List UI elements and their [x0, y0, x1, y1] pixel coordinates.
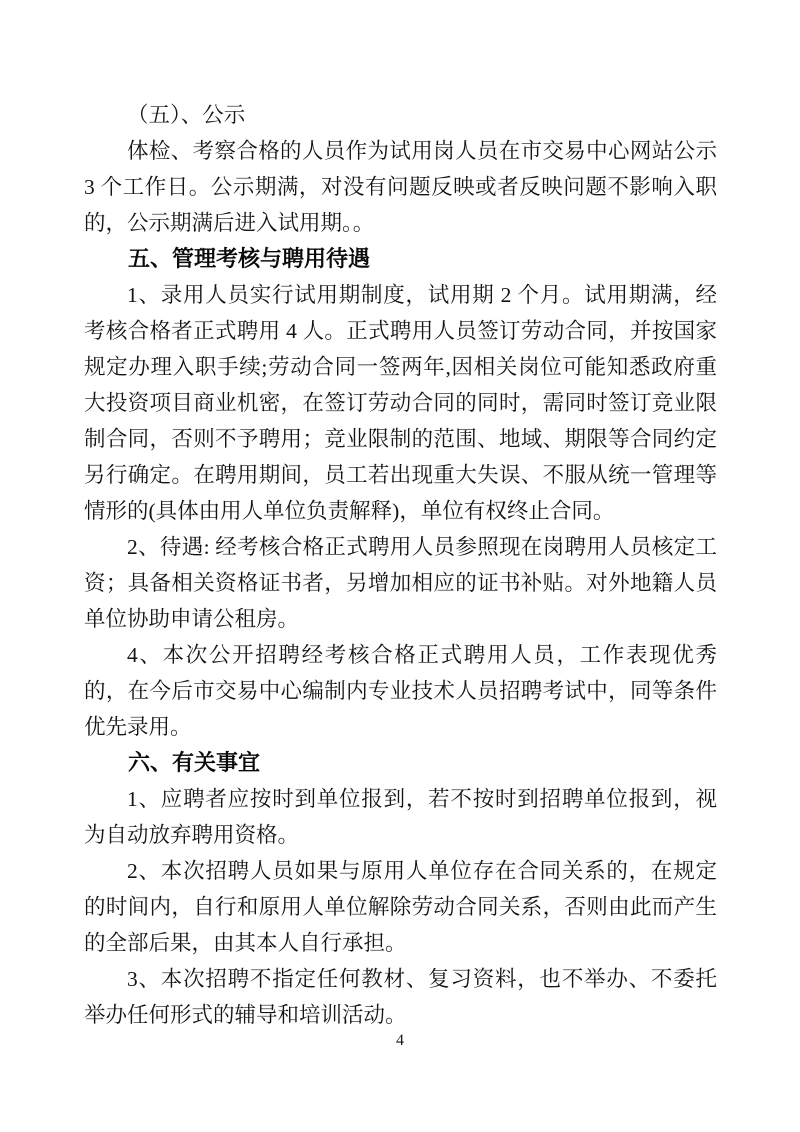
body-paragraph: 4、本次公开招聘经考核合格正式聘用人员，工作表现优秀的，在今后市交易中心编制内专业技术人员招聘考试中，同等条件优先录用。	[84, 643, 717, 739]
section-heading: 五、管理考核与聘用待遇	[128, 246, 371, 271]
body-paragraph: 1、录用人员实行试用期制度，试用期 2 个月。试用期满，经考核合格者正式聘用 4 人。正式聘用人员签订劳动合同，并按国家规定办理入职手续;劳动合同一签两年,因相关岗位可能知悉政府重大投资项目商业机密，在签订劳动合同的同时，需同时签订竞业限制合同，否则不予聘用；竞业限制的范围、地域、期限等合同约定另行确定。在聘用期间，员工若出现重大失误、不服从统一管理等情形的(具体由用人单位负责解释)，单位有权终止合同。	[84, 283, 717, 523]
body-paragraph: 2、本次招聘人员如果与原用人单位存在合同关系的，在规定的时间内，自行和原用人单位解除劳动合同关系，否则由此而产生的全部后果，由其本人自行承担。	[84, 859, 717, 955]
body-paragraph: （五）、公示	[127, 103, 246, 127]
body-paragraph: 2、待遇: 经考核合格正式聘用人员参照现在岗聘用人员核定工资；具备相关资格证书者，另增加相应的证书补贴。对外地籍人员单位协助申请公租房。	[84, 535, 717, 631]
section-heading: 六、有关事宜	[128, 750, 261, 775]
body-paragraph: 3、本次招聘不指定任何教材、复习资料，也不举办、不委托举办任何形式的辅导和培训活动。	[84, 967, 717, 1027]
body-paragraph: 体检、考察合格的人员作为试用岗人员在市交易中心网站公示 3 个工作日。公示期满，对没有问题反映或者反映问题不影响入职的，公示期满后进入试用期。。	[84, 139, 717, 235]
document-body	[84, 97, 717, 1033]
page-number: 4	[396, 1032, 404, 1049]
body-paragraph: 1、应聘者应按时到单位报到，若不按时到招聘单位报到，视为自动放弃聘用资格。	[84, 787, 717, 847]
